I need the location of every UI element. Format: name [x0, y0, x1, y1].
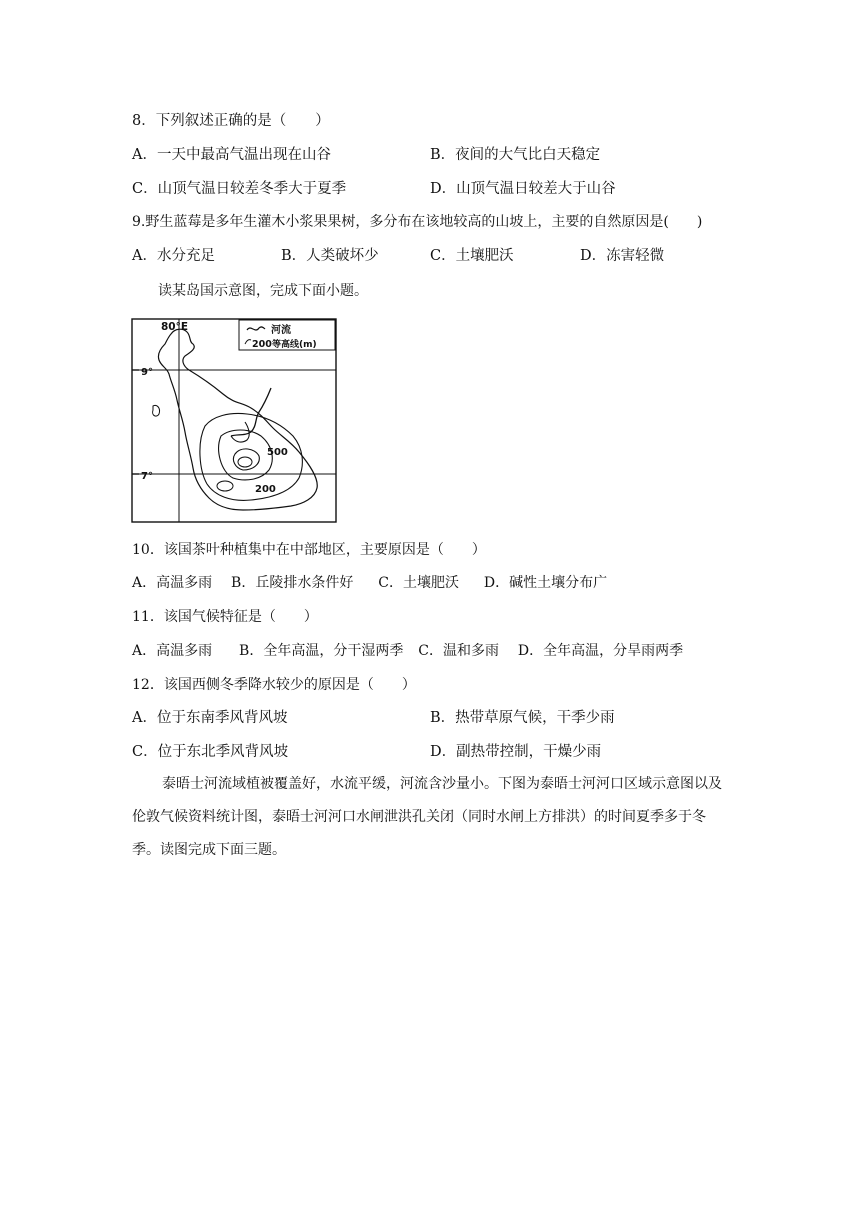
q10-option-b: B．丘陵排水条件好 [231, 575, 354, 591]
q10-stem: 10．该国茶叶种植集中在中部地区，主要原因是（ ） [132, 542, 486, 558]
q8-option-c: C．山顶气温日较差冬季大于夏季 [132, 181, 347, 197]
q11-option-a: A．高温多雨 [132, 643, 213, 659]
label-lat-7: 7° [141, 471, 153, 482]
q12-option-d: D．副热带控制，干燥少雨 [430, 744, 602, 760]
river-1 [231, 388, 271, 436]
q8-row-1 [132, 146, 331, 164]
q9-option-b: B．人类破坏少 [281, 248, 379, 264]
q8-option-a: A．一天中最高气温出现在山谷 [132, 147, 331, 163]
islet [153, 405, 160, 416]
river-2 [231, 422, 249, 442]
label-longitude: 80°E [161, 321, 189, 333]
thames-intro: 泰晤士河流域植被覆盖好，水流平缓，河流含沙量小。下图为泰晤士河河口区域示意图以及伦敦气候资料统计图，泰晤士河河口水闸泄洪孔关闭（同时水闸上方排洪）的时间夏季多于冬季。读图完成下面三题。 [132, 776, 722, 858]
island-map-svg [131, 318, 337, 523]
contour-secondary [217, 481, 233, 491]
q8-option-d: D．山顶气温日较差大于山谷 [430, 181, 616, 197]
q12-stem: 12．该国西侧冬季降水较少的原因是（ ） [132, 677, 416, 693]
q11-option-c: C．温和多雨 [418, 643, 499, 659]
q12-option-a: A．位于东南季风背风坡 [132, 710, 288, 726]
q11-option-b: B．全年高温，分干湿两季 [239, 643, 404, 659]
label-contour-200: 200 [255, 484, 276, 495]
q10-options [132, 574, 607, 592]
label-contour-500: 500 [267, 447, 288, 458]
legend-contour-value: 200 [252, 339, 272, 350]
legend-contour-label: 等高线(m) [272, 340, 317, 350]
island-coastline [158, 329, 317, 510]
contour-peak [238, 457, 252, 467]
q10-option-c: C．土壤肥沃 [378, 575, 459, 591]
contour-500 [219, 430, 273, 480]
island-intro: 读某岛国示意图，完成下面小题。 [158, 283, 368, 299]
q11-option-d: D．全年高温，分旱雨两季 [517, 643, 684, 659]
q10-option-d: D．碱性土壤分布广 [483, 575, 608, 591]
q12-option-b: B．热带草原气候，干季少雨 [430, 710, 615, 726]
q9-option-c: C．土壤肥沃 [430, 248, 514, 264]
q11-options [132, 642, 683, 660]
label-lat-9: 9° [141, 367, 153, 378]
q11-stem: 11．该国气候特征是（ ） [132, 609, 318, 625]
q9-stem: 9.野生蓝莓是多年生灌木小浆果果树，多分布在该地较高的山坡上，主要的自然原因是( ) [132, 214, 703, 230]
q9-option-d: D．冻害轻微 [580, 248, 665, 264]
legend-river-label: 河流 [271, 325, 291, 336]
q8-option-b: B．夜间的大气比白天稳定 [430, 147, 601, 163]
q10-option-a: A．高温多雨 [132, 575, 213, 591]
island-map [131, 318, 337, 523]
q12-option-c: C．位于东北季风背风坡 [132, 744, 289, 760]
q9-option-a: A．水分充足 [132, 248, 215, 264]
q8-stem: 8．下列叙述正确的是（ ） [132, 113, 330, 129]
